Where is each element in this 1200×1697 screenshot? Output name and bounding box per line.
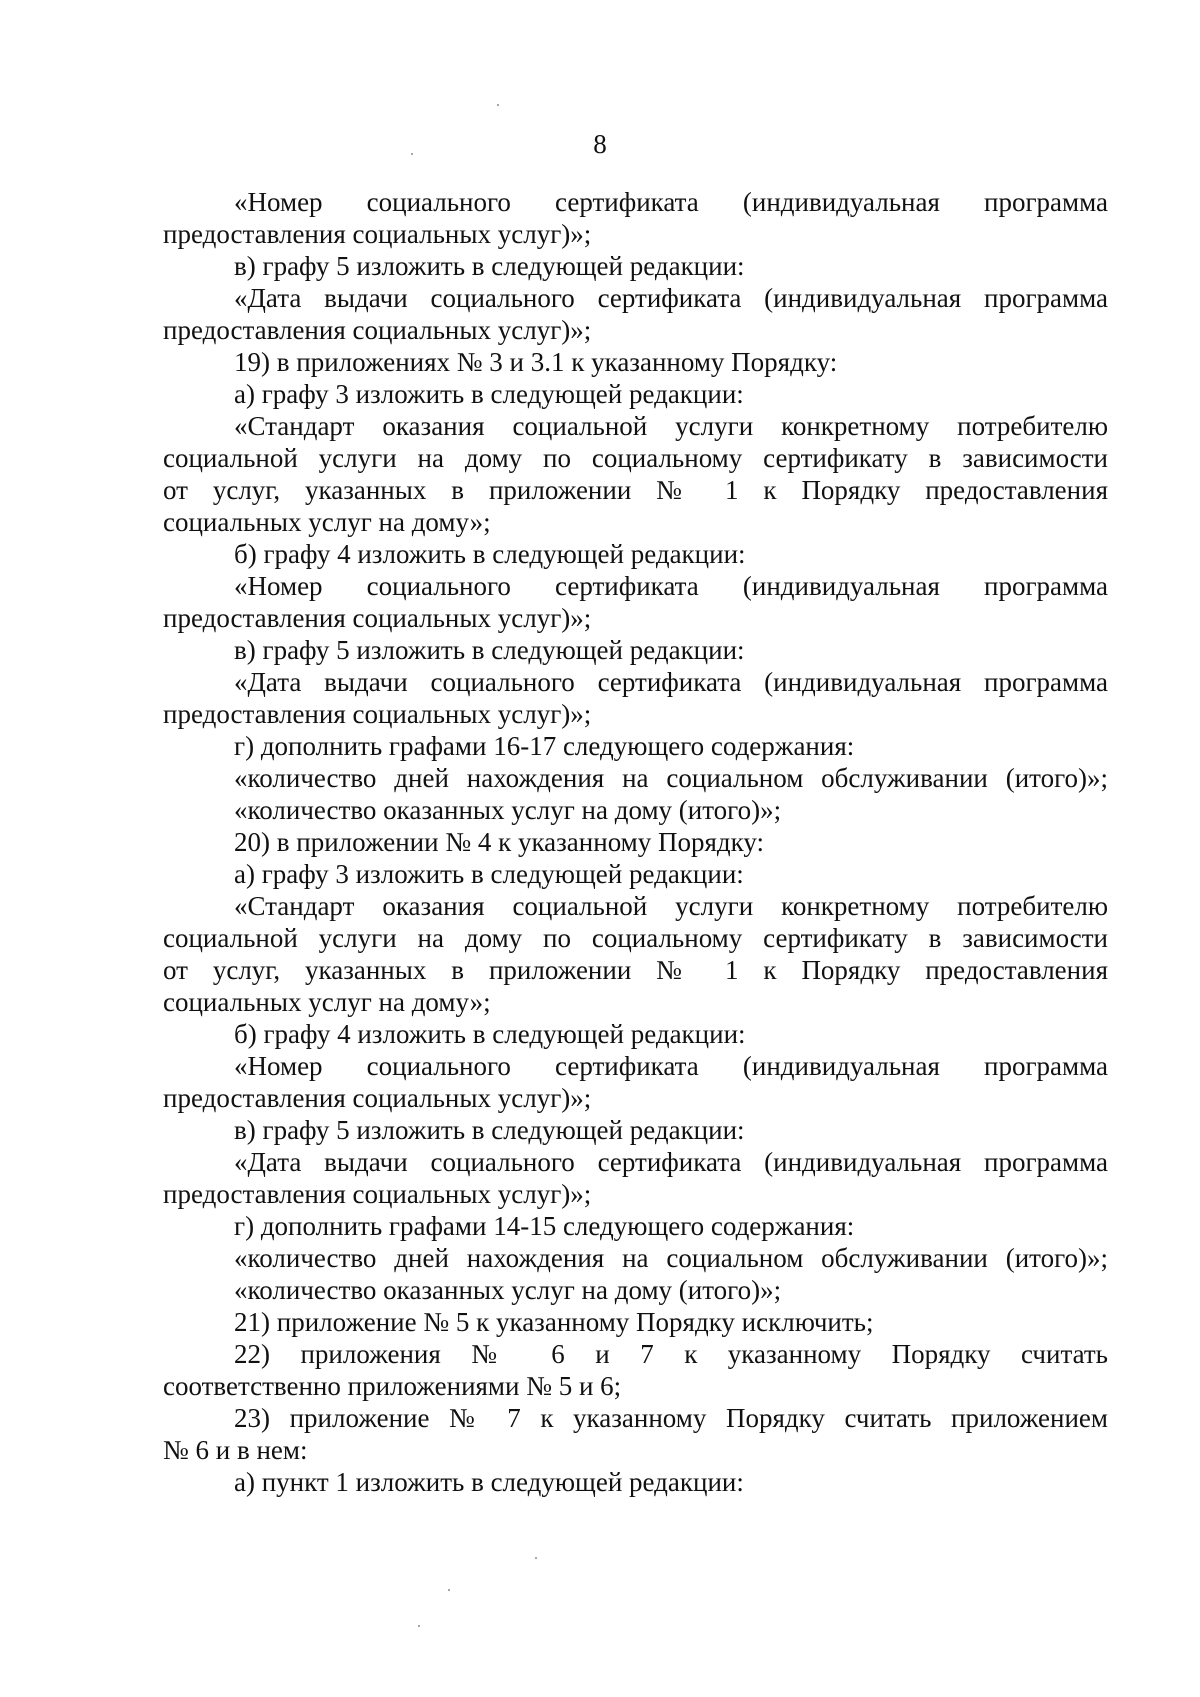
paragraph-line: социальных услуг на дому»;	[163, 987, 491, 1017]
paragraph-line: 19) в приложениях № 3 и 3.1 к указанному Порядку:	[234, 347, 838, 377]
paragraph-line: «Стандарт оказания социальной услуги конкретному потребителю	[234, 891, 1108, 921]
paragraph-line: г) дополнить графами 16-17 следующего содержания:	[234, 731, 855, 761]
paragraph-line: «количество дней нахождения на социальном обслуживании (итого)»;	[234, 763, 1108, 793]
paragraph-line: б) графу 4 изложить в следующей редакции:	[234, 539, 746, 569]
paragraph-line: предоставления социальных услуг)»;	[163, 603, 592, 633]
paragraph-line: от услуг, указанных в приложении № 1 к Порядку предоставления	[163, 955, 1108, 985]
scan-speck	[448, 1589, 450, 1591]
paragraph-line: предоставления социальных услуг)»;	[163, 1179, 592, 1209]
paragraph-line: № 6 и в нем:	[163, 1435, 308, 1465]
paragraph-line: предоставления социальных услуг)»;	[163, 315, 592, 345]
paragraph-line: «количество оказанных услуг на дому (итого)»;	[234, 795, 782, 825]
paragraph-line: б) графу 4 изложить в следующей редакции:	[234, 1019, 746, 1049]
paragraph-line: «Дата выдачи социального сертификата (индивидуальная программа	[234, 283, 1108, 313]
paragraph-line: социальных услуг на дому»;	[163, 507, 491, 537]
paragraph-line: «Дата выдачи социального сертификата (индивидуальная программа	[234, 1147, 1108, 1177]
paragraph-line: «количество дней нахождения на социальном обслуживании (итого)»;	[234, 1243, 1108, 1273]
scan-speck	[535, 1557, 537, 1559]
paragraph-line: «количество оказанных услуг на дому (итого)»;	[234, 1275, 782, 1305]
paragraph-line: а) графу 3 изложить в следующей редакции:	[234, 379, 744, 409]
paragraph-line: 22) приложения № 6 и 7 к указанному Порядку считать	[234, 1339, 1108, 1369]
paragraph-line: а) графу 3 изложить в следующей редакции:	[234, 859, 744, 889]
paragraph-line: предоставления социальных услуг)»;	[163, 219, 592, 249]
paragraph-line: социальной услуги на дому по социальному сертификату в зависимости	[163, 923, 1108, 953]
paragraph-line: 21) приложение № 5 к указанному Порядку исключить;	[234, 1307, 874, 1337]
paragraph-line: а) пункт 1 изложить в следующей редакции:	[234, 1467, 744, 1497]
page-number: 8	[593, 129, 607, 159]
paragraph-line: в) графу 5 изложить в следующей редакции:	[234, 635, 745, 665]
paragraph-line: от услуг, указанных в приложении № 1 к Порядку предоставления	[163, 475, 1108, 505]
paragraph-line: соответственно приложениями № 5 и 6;	[163, 1371, 622, 1401]
paragraph-line: социальной услуги на дому по социальному сертификату в зависимости	[163, 443, 1108, 473]
paragraph-line: предоставления социальных услуг)»;	[163, 699, 592, 729]
paragraph-line: 23) приложение № 7 к указанному Порядку считать приложением	[234, 1403, 1108, 1433]
paragraph-line: «Номер социального сертификата (индивидуальная программа	[234, 571, 1108, 601]
scan-speck	[411, 153, 413, 155]
paragraph-line: «Стандарт оказания социальной услуги конкретному потребителю	[234, 411, 1108, 441]
paragraph-line: 20) в приложении № 4 к указанному Порядку:	[234, 827, 765, 857]
paragraph-line: предоставления социальных услуг)»;	[163, 1083, 592, 1113]
paragraph-line: в) графу 5 изложить в следующей редакции:	[234, 251, 745, 281]
paragraph-line: г) дополнить графами 14-15 следующего содержания:	[234, 1211, 855, 1241]
paragraph-line: «Номер социального сертификата (индивидуальная программа	[234, 1051, 1108, 1081]
paragraph-line: в) графу 5 изложить в следующей редакции:	[234, 1115, 745, 1145]
scan-speck	[418, 1625, 420, 1627]
paragraph-line: «Номер социального сертификата (индивидуальная программа	[234, 187, 1108, 217]
document-body	[163, 186, 1108, 1498]
paragraph-line: «Дата выдачи социального сертификата (индивидуальная программа	[234, 667, 1108, 697]
scan-speck	[497, 104, 499, 106]
